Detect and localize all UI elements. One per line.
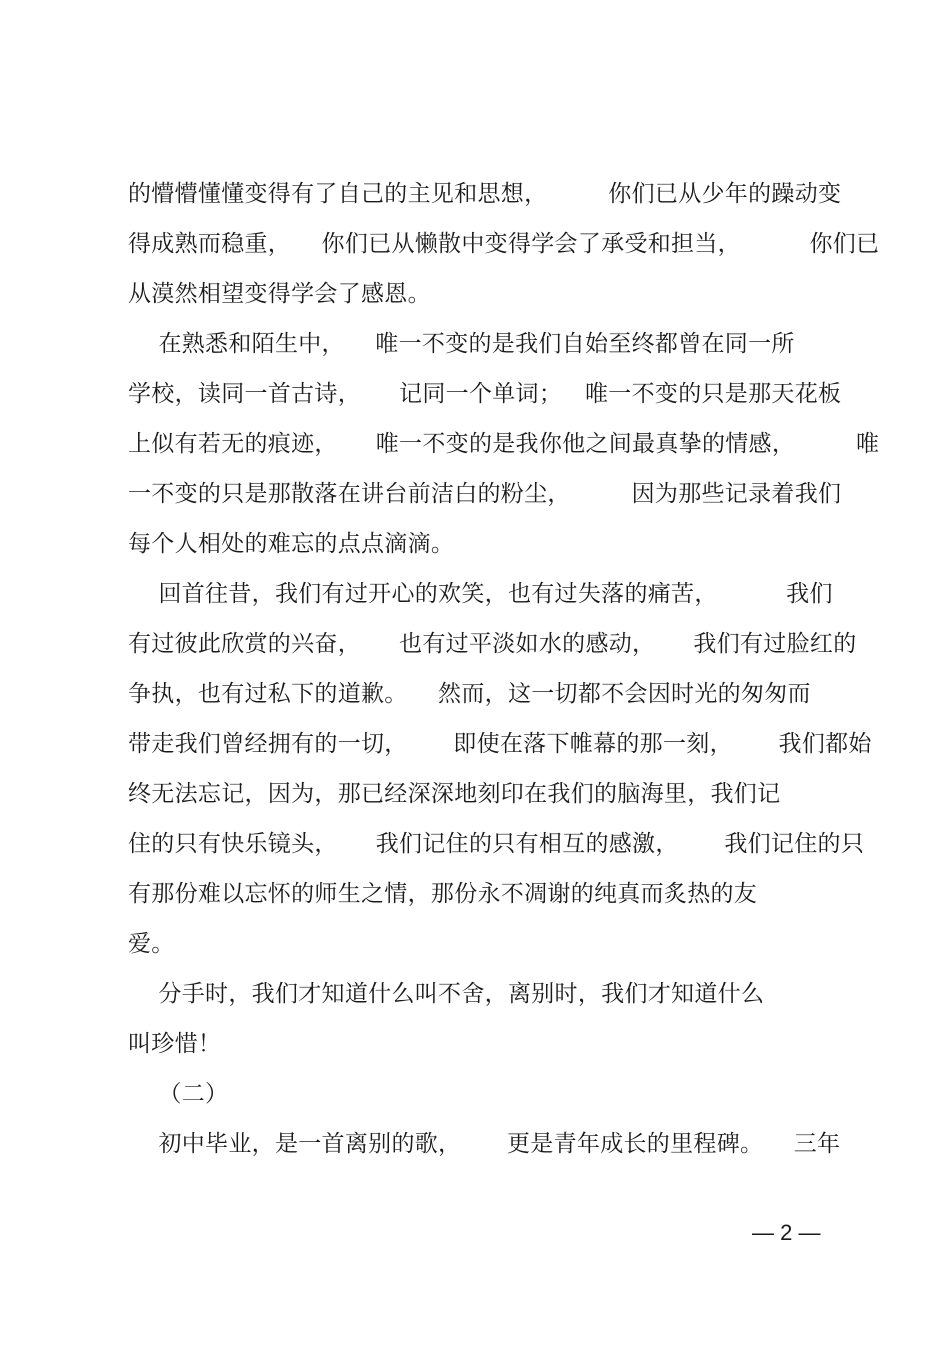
text-line: 初中毕业，是一首离别的歌， 更是青年成长的里程碑。 三年 bbox=[128, 1131, 841, 1157]
text-line: 一不变的只是那散落在讲台前洁白的粉尘， 因为那些记录着我们 bbox=[128, 481, 842, 507]
text-line: 住的只有快乐镜头， 我们记住的只有相互的感激， 我们记住的只 bbox=[128, 831, 865, 857]
page-number: — 2 — bbox=[752, 1220, 821, 1245]
text-line: 在熟悉和陌生中， 唯一不变的是我们自始至终都曾在同一所 bbox=[128, 331, 795, 357]
text-line: 得成熟而稳重， 你们已从懒散中变得学会了承受和担当， 你们已 bbox=[128, 231, 880, 257]
text-line: 带走我们曾经拥有的一切， 即使在落下帷幕的那一刻， 我们都始 bbox=[128, 731, 872, 757]
text-line: 回首往昔，我们有过开心的欢笑，也有过失落的痛苦， 我们 bbox=[128, 581, 833, 607]
text-line: 叫珍惜！ bbox=[128, 1031, 222, 1057]
text-line: 学校，读同一首古诗， 记同一个单词； 唯一不变的只是那天花板 bbox=[128, 381, 842, 407]
text-line: 从漠然相望变得学会了感恩。 bbox=[128, 281, 431, 307]
text-line: 上似有若无的痕迹， 唯一不变的是我你他之间最真挚的情感， 唯 bbox=[128, 431, 880, 457]
text-line: 有过彼此欣赏的兴奋， 也有过平淡如水的感动， 我们有过脸红的 bbox=[128, 631, 857, 657]
section-heading: （二） bbox=[128, 1081, 229, 1107]
text-line: 终无法忘记，因为，那已经深深地刻印在我们的脑海里，我们记 bbox=[128, 781, 781, 807]
text-line: 有那份难以忘怀的师生之情，那份永不凋谢的纯真而炙热的友 bbox=[128, 881, 758, 907]
text-line: 爱。 bbox=[128, 931, 175, 957]
text-line: 每个人相处的难忘的点点滴滴。 bbox=[128, 531, 455, 557]
text-line: 的懵懵懂懂变得有了自己的主见和思想， 你们已从少年的躁动变 bbox=[128, 181, 842, 207]
text-line: 分手时，我们才知道什么叫不舍，离别时，我们才知道什么 bbox=[128, 981, 765, 1007]
text-line: 争执，也有过私下的道歉。 然而，这一切都不会因时光的匆匆而 bbox=[128, 681, 811, 707]
